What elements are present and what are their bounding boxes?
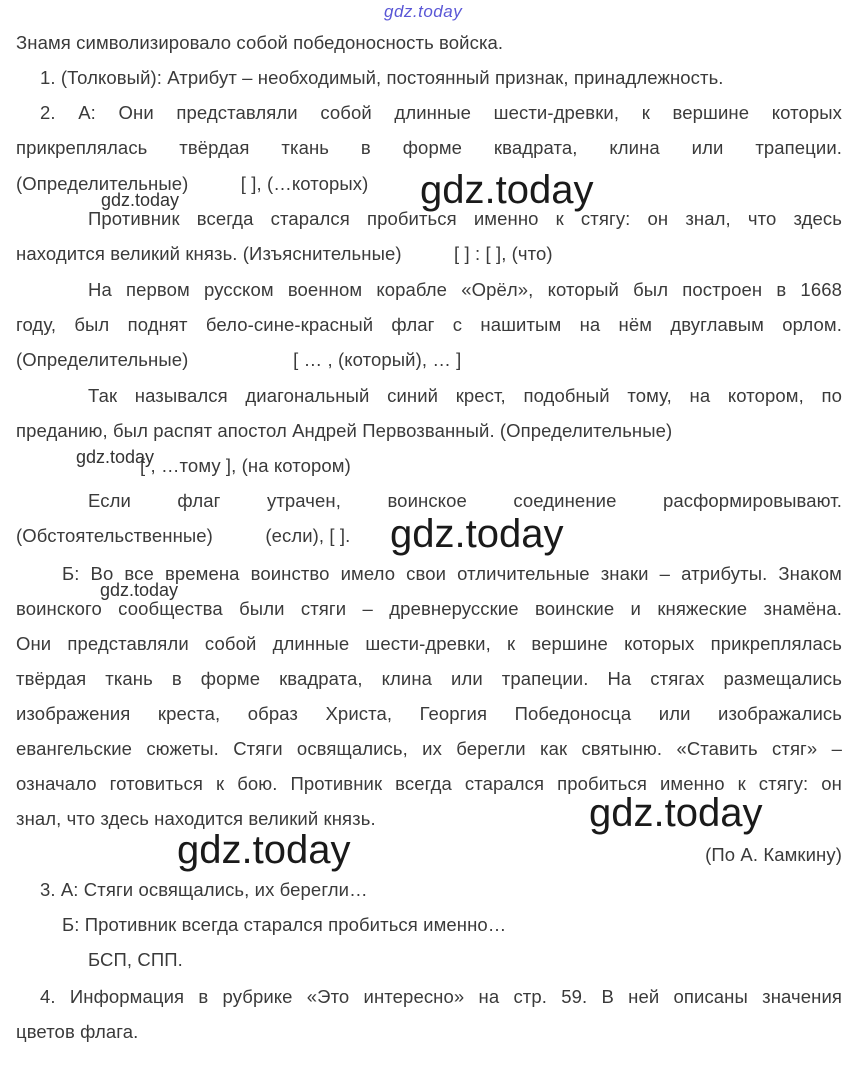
text-line: [ , …тому ], (на котором) [140,455,351,476]
text-line: 4. Информация в рубрике «Это интересно» на стр. 59. В ней описаны значения [40,986,842,1007]
text-line: Если флаг утрачен, воинское соединение расформировывают. [88,490,842,511]
text-line: (Обстоятельственные) (если), [ ]. [16,525,351,546]
watermark-large: gdz.today [420,168,594,212]
text-line: евангельские сюжеты. Стяги освящались, их берегли как святыню. «Ставить стяг» – [16,738,842,759]
text-line: Противник всегда старался пробиться именно к стягу: он знал, что здесь [88,208,842,229]
watermark-large: gdz.today [589,791,763,835]
text-line: 2. А: Они представляли собой длинные шести-древки, к вершине которых [40,102,842,123]
text-line: 3. А: Стяги освящались, их берегли… [40,879,368,900]
watermark-small: gdz.today [76,447,155,467]
text-line: прикреплялась твёрдая ткань в форме квадрата, клина или трапеции. [16,137,842,158]
text-line: (Определительные) [ … , (который), … ] [16,349,462,370]
text-line: Знамя символизировало собой победоносность войска. [16,32,504,53]
text-line: находится великий князь. (Изъяснительные) [ ] : [ ], (что) [16,243,553,264]
text-line: Так назывался диагональный синий крест, подобный тому, на котором, по [88,385,842,406]
text-line: изображения креста, образ Христа, Георгия Победоносца или изображались [16,703,842,724]
text-line: преданию, был распят апостол Андрей Первозванный. (Определительные) [16,420,673,441]
watermark-large: gdz.today [390,512,564,556]
text-line: означало готовиться к бою. Противник всегда старался пробиться именно к стягу: он [16,773,842,794]
watermark-small: gdz.today [101,190,180,210]
text-line: (Определительные) [ ], (…которых) [16,173,369,194]
text-line: Б: Противник всегда старался пробиться именно… [62,914,507,935]
source-attribution: (По А. Камкину) [705,844,842,865]
watermark-large: gdz.today [177,828,351,872]
watermark-top: gdz.today [384,2,463,21]
text-line: БСП, СПП. [88,949,183,970]
text-line: На первом русском военном корабле «Орёл», который был построен в 1668 [88,279,842,300]
text-line: Б: Во все времена воинство имело свои отличительные знаки – атрибуты. Знаком [62,563,842,584]
watermark-small: gdz.today [100,580,179,600]
text-line: Они представляли собой длинные шести-древки, к вершине которых прикреплялась [16,633,842,654]
text-line: году, был поднят бело-сине-красный флаг с нашитым на нём двуглавым орлом. [16,314,842,335]
text-line: твёрдая ткань в форме квадрата, клина или трапеции. На стягах размещались [16,668,842,689]
text-line: воинского сообщества были стяги – древнерусские воинские и княжеские знамёна. [16,598,842,619]
text-line: 1. (Толковый): Атрибут – необходимый, постоянный признак, принадлежность. [40,67,724,88]
text-line: знал, что здесь находится великий князь. [16,808,376,829]
text-line: цветов флага. [16,1021,139,1042]
